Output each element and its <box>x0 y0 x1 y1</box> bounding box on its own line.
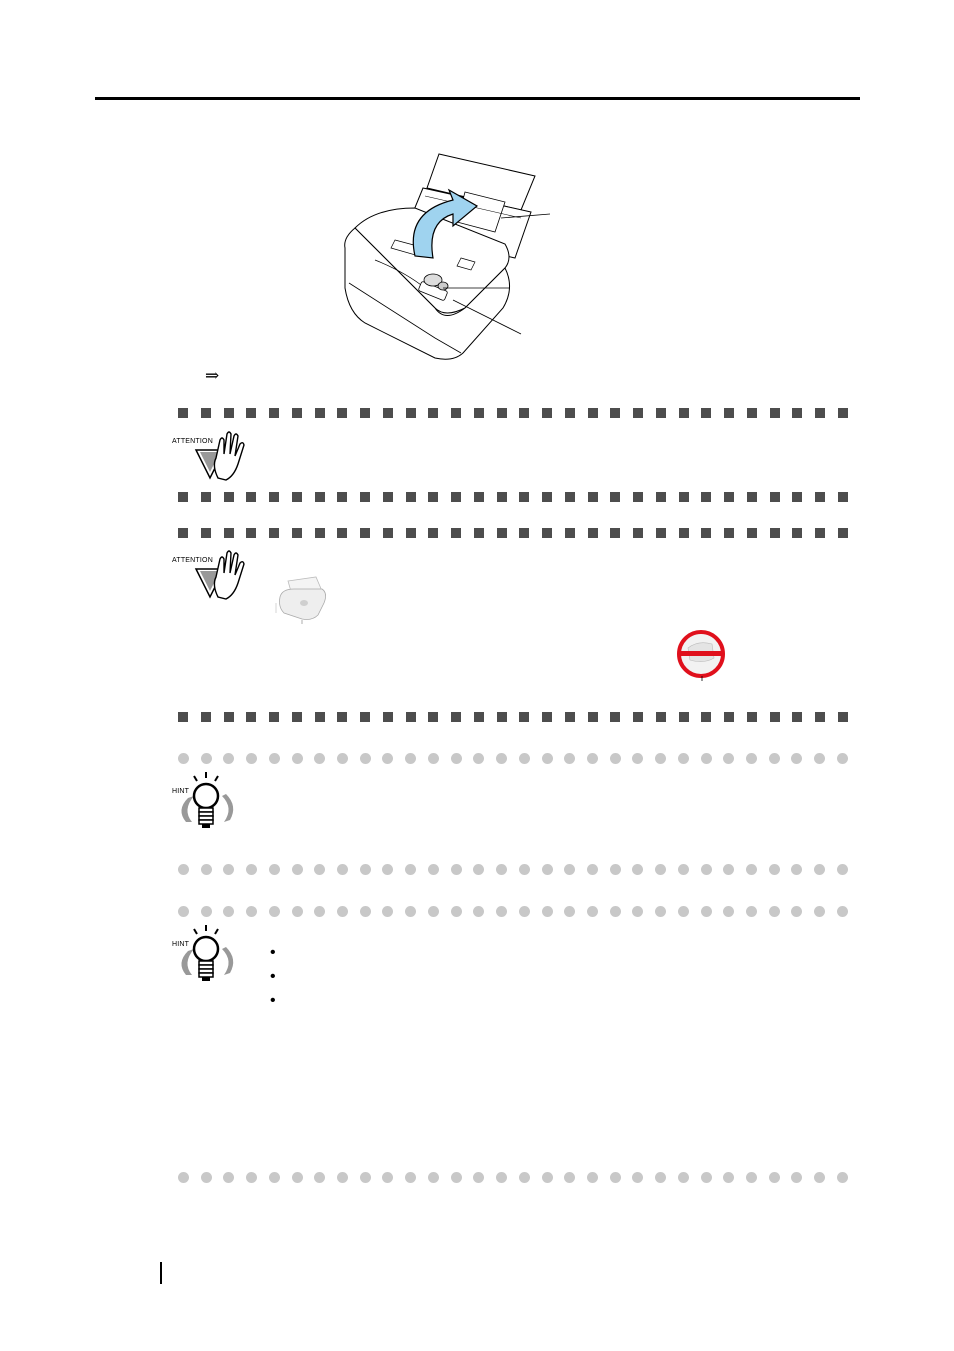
border-square <box>656 408 666 418</box>
border-dot <box>701 864 712 875</box>
border-square <box>246 528 256 538</box>
border-square <box>428 528 438 538</box>
border-dot <box>632 1172 643 1183</box>
border-square <box>724 528 734 538</box>
border-square <box>360 408 370 418</box>
border-dot <box>564 906 575 917</box>
border-square <box>201 408 211 418</box>
hint-top-border <box>178 906 848 917</box>
border-dot <box>542 753 553 764</box>
border-dot <box>314 906 325 917</box>
border-square <box>292 528 302 538</box>
border-dot <box>292 864 303 875</box>
border-square <box>633 408 643 418</box>
border-square <box>701 528 711 538</box>
attention-top-border <box>178 528 848 538</box>
border-dot <box>701 1172 712 1183</box>
bullet: • <box>270 968 276 985</box>
border-dot <box>246 864 257 875</box>
border-square <box>838 712 848 722</box>
scanner-illustration <box>335 148 555 363</box>
attention-label: ATTENTION <box>172 438 213 445</box>
border-dot <box>428 1172 439 1183</box>
border-square <box>224 408 234 418</box>
border-square <box>610 492 620 502</box>
border-dot <box>610 753 621 764</box>
border-dot <box>201 864 212 875</box>
border-square <box>269 528 279 538</box>
border-dot <box>632 906 643 917</box>
border-dot <box>269 1172 280 1183</box>
border-dot <box>723 864 734 875</box>
border-dot <box>428 753 439 764</box>
border-dot <box>473 906 484 917</box>
border-square <box>610 712 620 722</box>
border-dot <box>587 1172 598 1183</box>
border-dot <box>791 753 802 764</box>
border-square <box>656 492 666 502</box>
border-square <box>406 528 416 538</box>
border-square <box>315 408 325 418</box>
border-square <box>497 528 507 538</box>
border-dot <box>791 1172 802 1183</box>
border-dot <box>519 1172 530 1183</box>
border-square <box>315 712 325 722</box>
border-square <box>269 712 279 722</box>
border-square <box>701 712 711 722</box>
border-dot <box>610 906 621 917</box>
border-square <box>701 492 711 502</box>
border-square <box>724 712 734 722</box>
border-dot <box>746 753 757 764</box>
border-dot <box>791 906 802 917</box>
border-square <box>451 492 461 502</box>
border-square <box>838 408 848 418</box>
border-square <box>451 408 461 418</box>
border-dot <box>292 906 303 917</box>
border-square <box>588 492 598 502</box>
border-square <box>679 408 689 418</box>
border-square <box>428 408 438 418</box>
border-square <box>838 492 848 502</box>
border-dot <box>564 864 575 875</box>
border-dot <box>769 753 780 764</box>
border-dot <box>314 864 325 875</box>
border-dot <box>791 864 802 875</box>
border-dot <box>837 753 848 764</box>
header-rule <box>95 97 860 100</box>
border-dot <box>542 864 553 875</box>
border-square <box>815 408 825 418</box>
border-dot <box>178 1172 189 1183</box>
border-square <box>542 408 552 418</box>
border-square <box>588 712 598 722</box>
prohibition-sign-icon <box>674 628 728 682</box>
hint-label: HINT <box>172 788 190 795</box>
border-square <box>565 712 575 722</box>
border-dot <box>473 864 484 875</box>
border-square <box>360 528 370 538</box>
border-square <box>792 408 802 418</box>
border-square <box>224 492 234 502</box>
border-square <box>770 492 780 502</box>
border-dot <box>723 906 734 917</box>
border-dot <box>314 753 325 764</box>
border-dot <box>496 864 507 875</box>
border-square <box>269 408 279 418</box>
border-dot <box>564 1172 575 1183</box>
border-dot <box>587 753 598 764</box>
border-dot <box>382 1172 393 1183</box>
hint-lightbulb-icon <box>172 772 242 834</box>
border-dot <box>837 906 848 917</box>
border-square <box>610 408 620 418</box>
hint-top-border <box>178 753 848 764</box>
border-square <box>519 712 529 722</box>
border-dot <box>542 906 553 917</box>
border-dot <box>451 864 462 875</box>
border-square <box>792 528 802 538</box>
border-square <box>542 492 552 502</box>
border-square <box>679 492 689 502</box>
border-square <box>178 528 188 538</box>
border-dot <box>337 906 348 917</box>
border-dot <box>405 906 416 917</box>
border-square <box>519 528 529 538</box>
border-dot <box>269 753 280 764</box>
border-dot <box>496 753 507 764</box>
border-dot <box>701 753 712 764</box>
attention-hand-icon <box>172 549 252 601</box>
border-dot <box>769 1172 780 1183</box>
attention-label: ATTENTION <box>172 557 213 564</box>
border-dot <box>587 906 598 917</box>
border-dot <box>655 906 666 917</box>
border-dot <box>701 906 712 917</box>
border-square <box>815 492 825 502</box>
border-square <box>474 712 484 722</box>
border-dot <box>746 906 757 917</box>
border-square <box>724 492 734 502</box>
attention-bottom-border <box>178 492 848 502</box>
border-square <box>178 408 188 418</box>
hint-bottom-border <box>178 864 848 875</box>
border-dot <box>382 864 393 875</box>
border-square <box>406 492 416 502</box>
border-square <box>770 712 780 722</box>
border-dot <box>678 1172 689 1183</box>
border-square <box>588 528 598 538</box>
border-square <box>747 528 757 538</box>
border-square <box>383 528 393 538</box>
border-dot <box>564 753 575 764</box>
border-square <box>565 492 575 502</box>
border-square <box>224 712 234 722</box>
hint-lightbulb-icon <box>172 925 242 987</box>
border-square <box>542 712 552 722</box>
border-square <box>428 492 438 502</box>
border-square <box>724 408 734 418</box>
border-square <box>383 492 393 502</box>
border-square <box>360 712 370 722</box>
border-dot <box>746 1172 757 1183</box>
border-dot <box>428 864 439 875</box>
border-dot <box>814 753 825 764</box>
border-dot <box>587 864 598 875</box>
border-dot <box>655 864 666 875</box>
border-square <box>497 408 507 418</box>
border-square <box>383 408 393 418</box>
border-dot <box>382 753 393 764</box>
border-square <box>497 492 507 502</box>
page-number-marker <box>160 1262 162 1284</box>
border-dot <box>223 864 234 875</box>
border-dot <box>678 906 689 917</box>
border-dot <box>223 1172 234 1183</box>
border-square <box>178 712 188 722</box>
border-dot <box>542 1172 553 1183</box>
border-dot <box>360 906 371 917</box>
border-square <box>588 408 598 418</box>
border-dot <box>337 1172 348 1183</box>
border-dot <box>201 1172 212 1183</box>
border-square <box>474 492 484 502</box>
border-dot <box>360 1172 371 1183</box>
border-dot <box>519 864 530 875</box>
border-dot <box>632 864 643 875</box>
border-dot <box>269 864 280 875</box>
border-square <box>792 712 802 722</box>
border-dot <box>678 864 689 875</box>
border-dot <box>610 864 621 875</box>
border-dot <box>473 1172 484 1183</box>
border-square <box>201 528 211 538</box>
border-square <box>292 408 302 418</box>
bullet: • <box>270 944 276 961</box>
border-dot <box>632 753 643 764</box>
border-dot <box>292 753 303 764</box>
border-dot <box>769 864 780 875</box>
border-dot <box>337 864 348 875</box>
border-square <box>792 492 802 502</box>
border-dot <box>451 906 462 917</box>
border-dot <box>723 753 734 764</box>
border-dot <box>814 906 825 917</box>
border-square <box>292 492 302 502</box>
border-dot <box>405 753 416 764</box>
border-square <box>815 528 825 538</box>
attention-hand-icon <box>172 430 252 482</box>
border-square <box>315 492 325 502</box>
border-square <box>201 712 211 722</box>
border-dot <box>178 753 189 764</box>
border-dot <box>723 1172 734 1183</box>
border-square <box>246 408 256 418</box>
border-square <box>406 408 416 418</box>
border-square <box>178 492 188 502</box>
border-square <box>815 712 825 722</box>
border-square <box>315 528 325 538</box>
border-square <box>747 408 757 418</box>
attention-top-border <box>178 408 848 418</box>
border-dot <box>655 753 666 764</box>
border-dot <box>837 1172 848 1183</box>
result-arrow: ⇒ <box>205 366 220 386</box>
border-square <box>770 528 780 538</box>
border-dot <box>428 906 439 917</box>
border-square <box>337 408 347 418</box>
border-square <box>360 492 370 502</box>
hint-bottom-border <box>178 1172 848 1183</box>
border-dot <box>496 906 507 917</box>
border-dot <box>769 906 780 917</box>
border-dot <box>246 753 257 764</box>
border-dot <box>405 864 416 875</box>
border-dot <box>223 753 234 764</box>
border-dot <box>382 906 393 917</box>
border-square <box>292 712 302 722</box>
attention-bottom-border <box>178 712 848 722</box>
border-dot <box>837 864 848 875</box>
border-square <box>519 408 529 418</box>
border-square <box>337 712 347 722</box>
border-dot <box>451 1172 462 1183</box>
border-square <box>246 712 256 722</box>
scanner-thumbnail-icon <box>272 573 334 625</box>
border-dot <box>178 906 189 917</box>
border-square <box>565 408 575 418</box>
border-square <box>337 492 347 502</box>
border-square <box>656 528 666 538</box>
border-dot <box>746 864 757 875</box>
border-dot <box>246 1172 257 1183</box>
border-dot <box>405 1172 416 1183</box>
border-square <box>610 528 620 538</box>
border-square <box>224 528 234 538</box>
border-dot <box>519 753 530 764</box>
border-dot <box>610 1172 621 1183</box>
border-dot <box>360 753 371 764</box>
border-square <box>633 528 643 538</box>
border-square <box>337 528 347 538</box>
border-square <box>838 528 848 538</box>
border-square <box>269 492 279 502</box>
border-square <box>770 408 780 418</box>
border-dot <box>201 906 212 917</box>
border-square <box>747 492 757 502</box>
border-square <box>679 712 689 722</box>
border-square <box>474 528 484 538</box>
bullet: • <box>270 992 276 1009</box>
border-dot <box>337 753 348 764</box>
border-square <box>451 528 461 538</box>
hint-label: HINT <box>172 941 190 948</box>
border-square <box>656 712 666 722</box>
border-square <box>406 712 416 722</box>
border-square <box>201 492 211 502</box>
border-dot <box>178 864 189 875</box>
border-dot <box>223 906 234 917</box>
border-dot <box>519 906 530 917</box>
border-square <box>679 528 689 538</box>
border-square <box>701 408 711 418</box>
border-square <box>633 712 643 722</box>
border-dot <box>246 906 257 917</box>
border-square <box>246 492 256 502</box>
border-dot <box>473 753 484 764</box>
border-dot <box>655 1172 666 1183</box>
border-dot <box>314 1172 325 1183</box>
border-dot <box>201 753 212 764</box>
border-square <box>565 528 575 538</box>
border-square <box>519 492 529 502</box>
border-dot <box>814 1172 825 1183</box>
border-square <box>451 712 461 722</box>
border-square <box>497 712 507 722</box>
border-square <box>428 712 438 722</box>
border-dot <box>292 1172 303 1183</box>
border-dot <box>360 864 371 875</box>
border-dot <box>814 864 825 875</box>
border-square <box>633 492 643 502</box>
border-square <box>474 408 484 418</box>
border-dot <box>451 753 462 764</box>
border-square <box>383 712 393 722</box>
border-square <box>747 712 757 722</box>
border-dot <box>496 1172 507 1183</box>
border-dot <box>269 906 280 917</box>
border-dot <box>678 753 689 764</box>
border-square <box>542 528 552 538</box>
